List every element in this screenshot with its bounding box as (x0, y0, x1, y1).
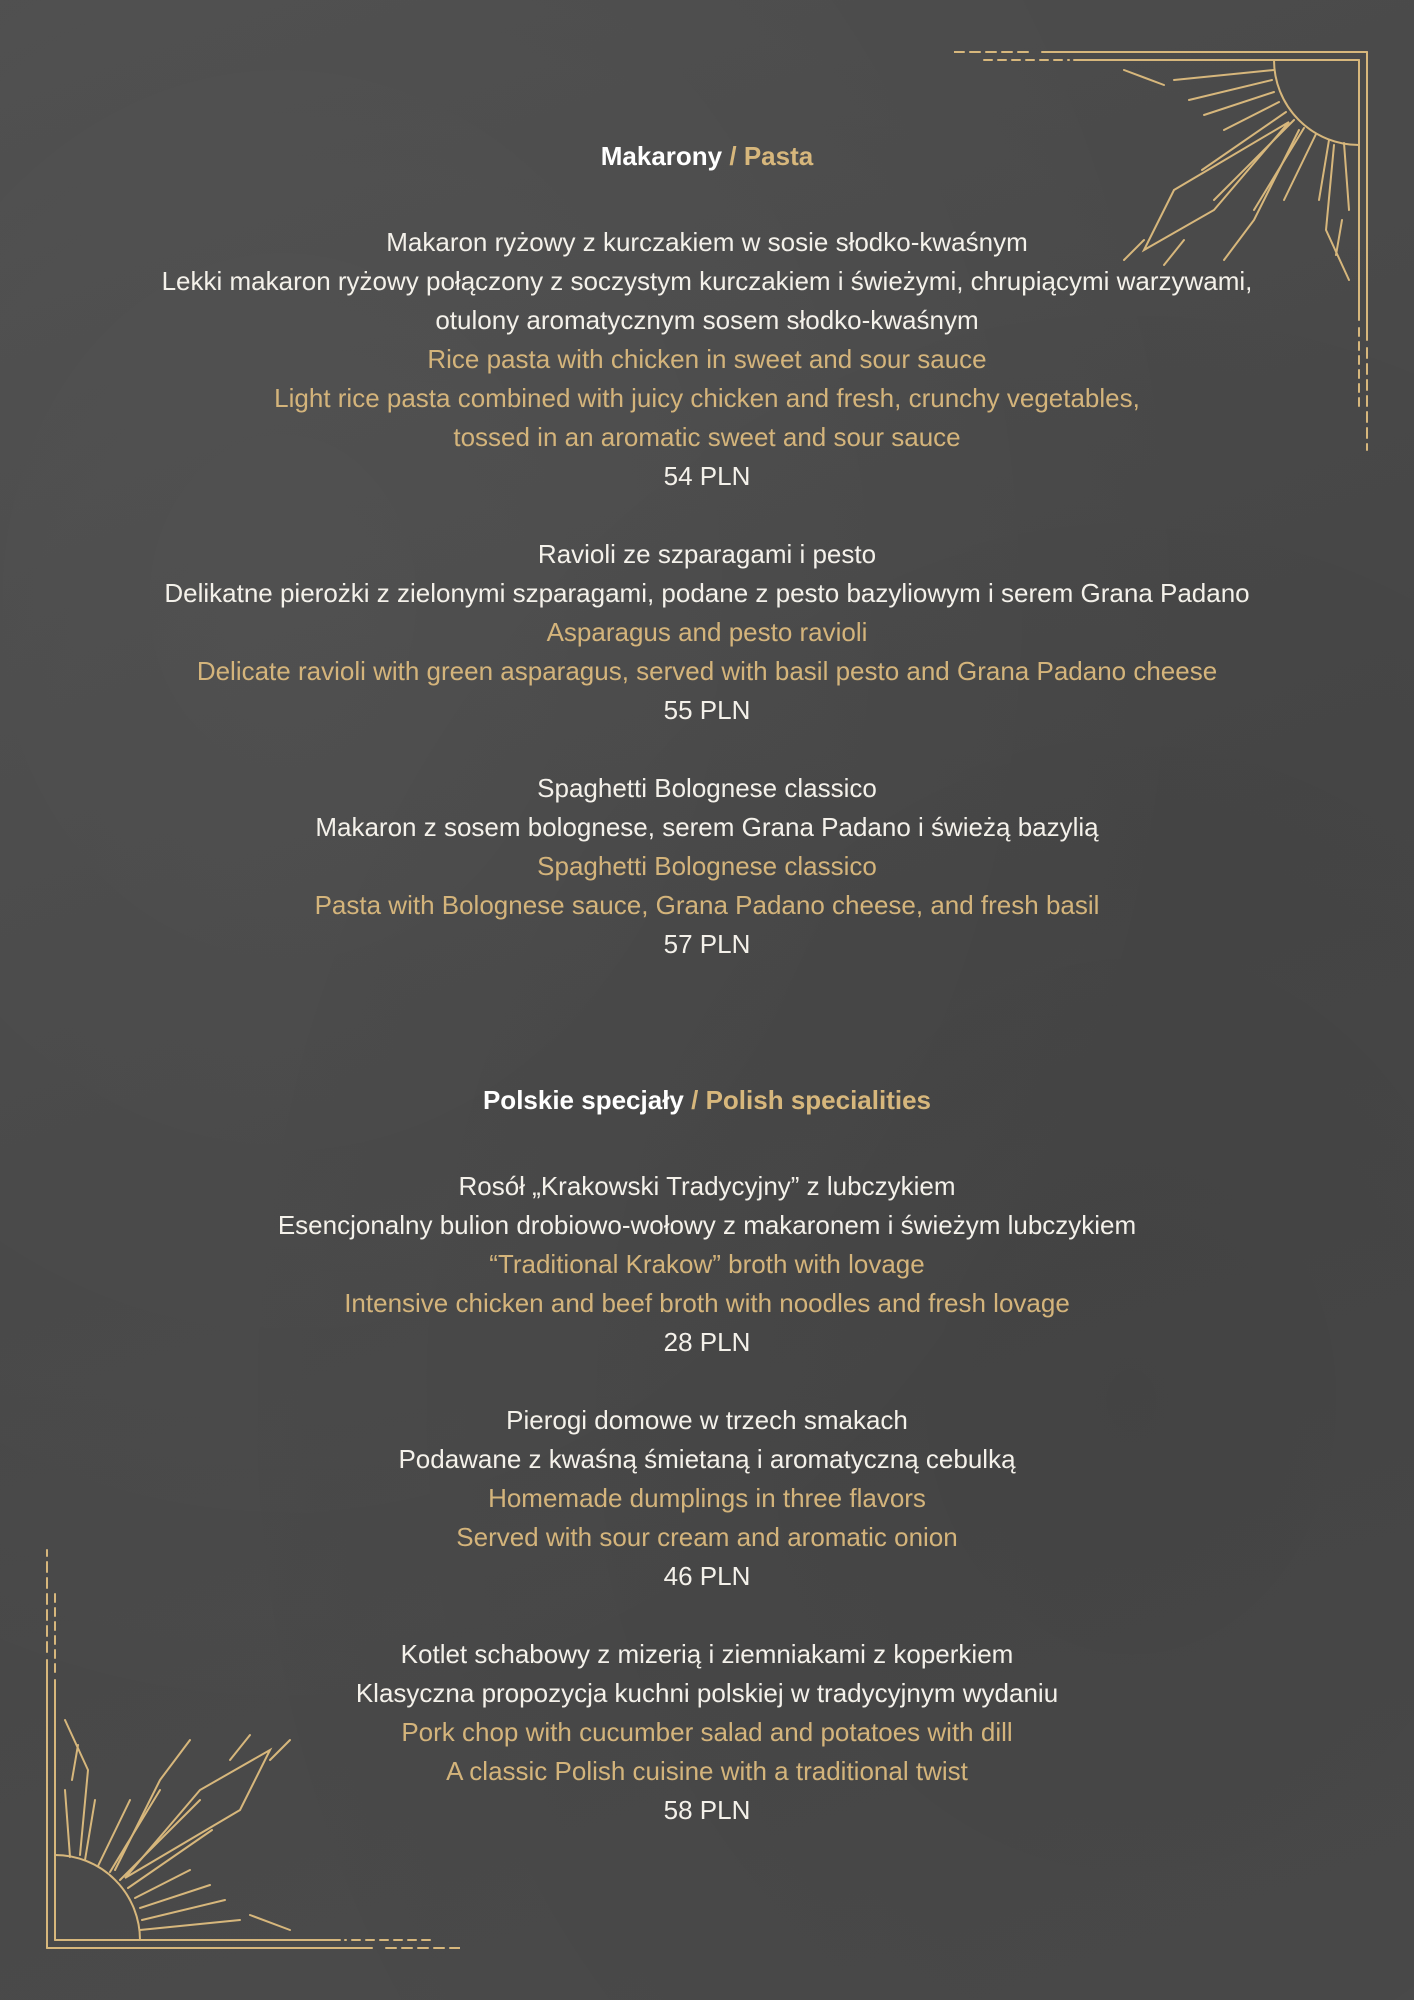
section-title-en: Polish specialities (705, 1085, 932, 1115)
menu-item (0, 1401, 1414, 1596)
menu-item (0, 769, 1414, 964)
dish-description-en: A classic Polish cuisine with a traditional twist (446, 1756, 968, 1786)
section-title (0, 1074, 1414, 1126)
dish-name-pl: Ravioli ze szparagami i pesto (537, 539, 877, 569)
dish-description-pl: Podawane z kwaśną śmietaną i aromatyczną cebulką (398, 1444, 1016, 1474)
dish-name-en: Pork chop with cucumber salad and potatoes with dill (401, 1717, 1013, 1747)
section-title-pl: Makarony (600, 141, 723, 171)
section-title-en: Pasta (743, 141, 814, 171)
dish-name-en: “Traditional Krakow” broth with lovage (489, 1249, 925, 1279)
dish-description-en: tossed in an aromatic sweet and sour sauce (453, 422, 961, 452)
dish-name-pl: Rosół „Krakowski Tradycyjny” z lubczykiem (458, 1171, 956, 1201)
dish-description-pl: Klasyczna propozycja kuchni polskiej w tradycyjnym wydaniu (355, 1678, 1059, 1708)
dish-price: 54 PLN (663, 461, 751, 491)
menu-item (0, 1635, 1414, 1830)
dish-name-en: Spaghetti Bolognese classico (537, 851, 877, 881)
dish-description-en: Delicate ravioli with green asparagus, served with basil pesto and Grana Padano cheese (196, 656, 1218, 686)
dish-price: 55 PLN (663, 695, 751, 725)
dish-description-en: Served with sour cream and aromatic onion (456, 1522, 958, 1552)
dish-name-en: Rice pasta with chicken in sweet and sour sauce (427, 344, 987, 374)
dish-description-pl: otulony aromatycznym sosem słodko-kwaśnym (435, 305, 979, 335)
menu-content (0, 130, 1414, 1830)
menu-section-polish-specialities (0, 1074, 1414, 1830)
dish-description-en: Light rice pasta combined with juicy chicken and fresh, crunchy vegetables, (274, 383, 1140, 413)
dish-name-pl: Makaron ryżowy z kurczakiem w sosie słodko-kwaśnym (386, 227, 1028, 257)
dish-price: 28 PLN (663, 1327, 751, 1357)
dish-description-en: Intensive chicken and beef broth with noodles and fresh lovage (344, 1288, 1070, 1318)
section-title-pl: Polskie specjały (482, 1085, 684, 1115)
dish-price: 58 PLN (663, 1795, 751, 1825)
section-title-separator: / (691, 1085, 699, 1115)
menu-item (0, 535, 1414, 730)
dish-description-pl: Delikatne pierożki z zielonymi szparagami, podane z pesto bazyliowym i serem Grana Padano (164, 578, 1250, 608)
dish-price: 46 PLN (663, 1561, 751, 1591)
dish-price: 57 PLN (663, 929, 751, 959)
dish-description-pl: Makaron z sosem bolognese, serem Grana Padano i świeżą bazylią (315, 812, 1099, 842)
menu-section-pasta (0, 130, 1414, 964)
dish-name-pl: Pierogi domowe w trzech smakach (506, 1405, 908, 1435)
dish-description-en: Pasta with Bolognese sauce, Grana Padano cheese, and fresh basil (314, 890, 1100, 920)
dish-name-en: Homemade dumplings in three flavors (488, 1483, 926, 1513)
menu-item (0, 223, 1414, 496)
dish-description-pl: Lekki makaron ryżowy połączony z soczystym kurczakiem i świeżymi, chrupiącymi warzywami, (161, 266, 1253, 296)
menu-item (0, 1167, 1414, 1362)
section-title-separator: / (729, 141, 737, 171)
section-title (0, 130, 1414, 182)
dish-name-pl: Kotlet schabowy z mizerią i ziemniakami z koperkiem (400, 1639, 1014, 1669)
dish-name-pl: Spaghetti Bolognese classico (537, 773, 877, 803)
dish-description-pl: Esencjonalny bulion drobiowo-wołowy z makaronem i świeżym lubczykiem (277, 1210, 1137, 1240)
dish-name-en: Asparagus and pesto ravioli (546, 617, 868, 647)
